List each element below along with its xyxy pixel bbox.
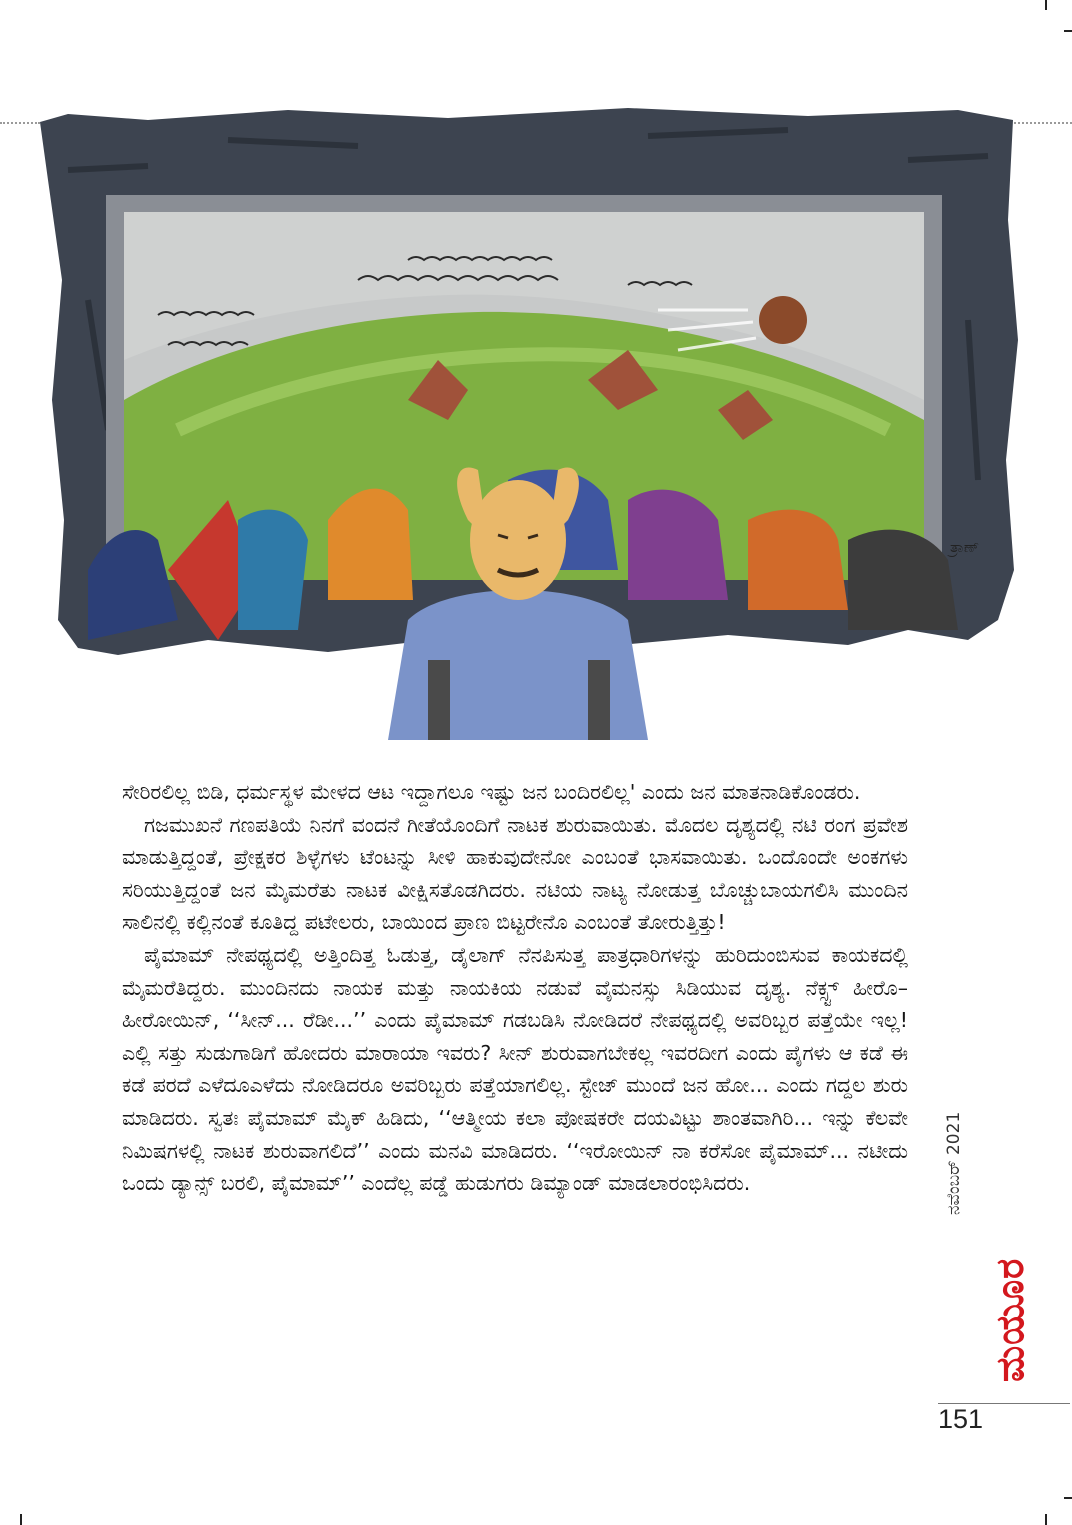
crop-mark-bottom-left [20,1514,22,1525]
article-body [122,776,908,1200]
issue-date: ನವೆಂಬರ್ 2021 [944,1111,964,1215]
stadium-crowd-illustration [28,100,1028,740]
artist-signature: ತ್ರಾಣ್ [950,538,980,556]
paragraph-3: ಪೈಮಾಮ್ ನೇಪಥ್ಯದಲ್ಲಿ ಅತ್ತಿಂದಿತ್ತ ಓಡುತ್ತ, ಡೈಲಾಗ್ ನೆನಪಿಸುತ್ತ ಪಾತ್ರಧಾರಿಗಳನ್ನು ಹುರಿದುಂಬಿಸುವ ಕಾಯಕದಲ್ಲಿ ಮೈಮರೆತಿದ್ದರು. ಮುಂದಿನದು ನಾಯಕ ಮತ್ತು ನಾಯಕಿಯ ನಡುವೆ ವೈಮನಸ್ಸು ಸಿಡಿಯುವ ದೃಶ್ಯ. ನೆಕ್ಸ್ಟ್ ಹೀರೊ–ಹೀರೋಯಿನ್, ‘‘ಸೀನ್... ರೆಡೀ...’’ ಎಂದು ಪೈಮಾಮ್ ಗಡಬಡಿಸಿ ನೋಡಿದರೆ ನೇಪಥ್ಯದಲ್ಲಿ ಅವರಿಬ್ಬರ ಪತ್ತೆಯೇ ಇಲ್ಲ! ಎಲ್ಲಿ ಸತ್ತು ಸುಡುಗಾಡಿಗೆ ಹೋದರು ಮಾರಾಯಾ ಇವರು? ಸೀನ್ ಶುರುವಾಗಬೇಕಲ್ಲ ಇವರದೀಗ ಎಂದು ಪೈಗಳು ಆ ಕಡೆ ಈ ಕಡೆ ಪರದೆ ಎಳೆದೂಎಳೆದು ನೋಡಿದರೂ ಅವರಿಬ್ಬರು ಪತ್ತೆಯಾಗಲಿಲ್ಲ. ಸ್ಟೇಜ್ ಮುಂದೆ ಜನ ಹೋ... ಎಂದು ಗದ್ದಲ ಶುರು ಮಾಡಿದರು. ಸ್ವತಃ ಪೈಮಾಮ್ ಮೈಕ್ ಹಿಡಿದು, ‘‘ಆತ್ಮೀಯ ಕಲಾ ಪೋಷಕರೇ ದಯವಿಟ್ಟು ಶಾಂತವಾಗಿರಿ... ಇನ್ನು ಕೆಲವೇ ನಿಮಿಷಗಳಲ್ಲಿ ನಾಟಕ ಶುರುವಾಗಲಿದೆ’’ ಎಂದು ಮನವಿ ಮಾಡಿದರು. ‘‘ಇರೋಯಿನ್ ನಾ ಕರೆಸೋ ಪೈಮಾಮ್... ನಟೀದು ಒಂದು ಡ್ಯಾನ್ಸ್ ಬರಲಿ, ಪೈಮಾಮ್’’ ಎಂದೆಲ್ಲ ಪಡ್ಡೆ ಹುಡುಗರು ಡಿಮ್ಯಾಂಡ್ ಮಾಡಲಾರಂಭಿಸಿದರು. [122,942,908,1196]
crop-mark-right-upper [1064,30,1072,32]
magazine-logo: ಮಯೂರ [988,1257,1032,1382]
crop-mark-right-lower [1064,1497,1072,1499]
ball [759,296,807,344]
page-number: 151 [938,1404,984,1434]
paragraph-2: ಗಜಮುಖನೆ ಗಣಪತಿಯೆ ನಿನಗೆ ವಂದನೆ ಗೀತೆಯೊಂದಿಗೆ ನಾಟಕ ಶುರುವಾಯಿತು. ಮೊದಲ ದೃಶ್ಯದಲ್ಲಿ ನಟಿ ರಂಗ ಪ್ರವೇಶ ಮಾಡುತ್ತಿದ್ದಂತೆ, ಪ್ರೇಕ್ಷಕರ ಶಿಳ್ಳೆಗಳು ಟೆಂಟನ್ನು ಸೀಳಿ ಹಾಕುವುದೇನೋ ಎಂಬಂತೆ ಭಾಸವಾಯಿತು. ಒಂದೊಂದೇ ಅಂಕಗಳು ಸರಿಯುತ್ತಿದ್ದಂತೆ ಜನ ಮೈಮರೆತು ನಾಟಕ ವೀಕ್ಷಿಸತೊಡಗಿದರು. ನಟಿಯ ನಾಟ್ಯ ನೋಡುತ್ತ ಬೊಚ್ಚುಬಾಯಗಲಿಸಿ ಮುಂದಿನ ಸಾಲಿನಲ್ಲಿ ಕಲ್ಲಿನಂತೆ ಕೂತಿದ್ದ ಪಟೇಲರು, ಬಾಯಿಂದ ಪ್ರಾಣ ಬಿಟ್ಟರೇನೊ ಎಂಬಂತೆ ತೋರುತ್ತಿತ್ತು! [122,812,908,935]
crop-mark-bottom-right [1045,1514,1047,1525]
crop-mark-top-right [1045,0,1047,10]
paragraph-1: ಸೇರಿರಲಿಲ್ಲ ಬಿಡಿ, ಧರ್ಮಸ್ಥಳ ಮೇಳದ ಆಟ ಇದ್ದಾಗಲೂ ಇಷ್ಟು ಜನ ಬಂದಿರಲಿಲ್ಲ' ಎಂದು ಜನ ಮಾತನಾಡಿಕೊಂಡರು. [122,780,861,804]
